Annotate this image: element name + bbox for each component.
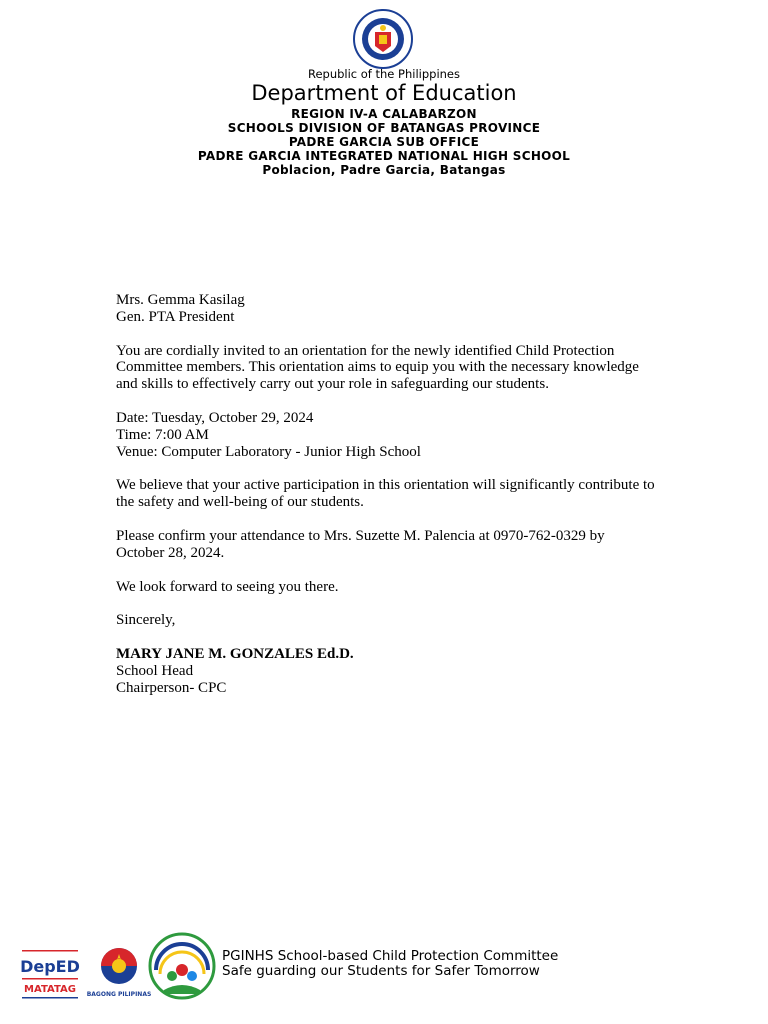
- footer-committee-line: PGINHS School-based Child Protection Committee: [222, 948, 559, 964]
- event-details: [116, 410, 656, 460]
- cpc-school-logo-icon: [148, 930, 216, 1002]
- event-date: Date: Tuesday, October 29, 2024: [116, 409, 314, 426]
- intro-paragraph: You are cordially invited to an orientation for the newly identified Child Protection Committee members. This orientation aims to equip you with the necessary knowledge and skills to effectively carry out your role in safeguarding our students.: [116, 342, 639, 393]
- school-address-line: Poblacion, Padre Garcia, Batangas: [262, 163, 506, 177]
- svg-text:DepED: DepED: [20, 957, 80, 976]
- svg-text:MATATAG: MATATAG: [24, 984, 76, 995]
- letter-body: [116, 292, 656, 714]
- signatory-role: Chairperson- CPC: [116, 679, 227, 696]
- school-name-line: PADRE GARCIA INTEGRATED NATIONAL HIGH SCHOOL: [197, 149, 571, 163]
- region-line: REGION IV-A CALABARZON: [291, 107, 477, 121]
- republic-line: Republic of the Philippines: [307, 67, 461, 81]
- footer-slogan-line: Safe guarding our Students for Safer Tomorrow: [222, 963, 540, 979]
- signatory-name: MARY JANE M. GONZALES Ed.D.: [116, 646, 354, 663]
- belief-paragraph: We believe that your active participation in this orientation will significantly contribute to the safety and well-being of our students.: [116, 477, 655, 511]
- svg-text:BAGONG PILIPINAS: BAGONG PILIPINAS: [86, 991, 152, 998]
- deped-seal-icon: [347, 8, 419, 70]
- signatory-title: School Head: [116, 662, 194, 679]
- signature-block: [116, 646, 656, 696]
- sub-office-line: PADRE GARCIA SUB OFFICE: [288, 135, 480, 149]
- addressee-title: Gen. PTA President: [116, 308, 235, 325]
- department-title: Department of Education: [251, 81, 517, 105]
- deped-matatag-logo-icon: [18, 948, 82, 1000]
- event-venue: Venue: Computer Laboratory - Junior High School: [116, 443, 421, 460]
- event-time: Time: 7:00 AM: [116, 426, 209, 443]
- bagong-pilipinas-logo-icon: [86, 944, 152, 1000]
- division-line: SCHOOLS DIVISION OF BATANGAS PROVINCE: [227, 121, 541, 135]
- addressee-name: Mrs. Gemma Kasilag: [116, 292, 245, 308]
- lookforward-paragraph: We look forward to seeing you there.: [116, 578, 339, 595]
- closing: Sincerely,: [116, 612, 176, 629]
- confirm-paragraph: Please confirm your attendance to Mrs. Suzette M. Palencia at 0970-762-0329 by October 28, 2024.: [116, 527, 605, 561]
- addressee-block: [116, 292, 656, 326]
